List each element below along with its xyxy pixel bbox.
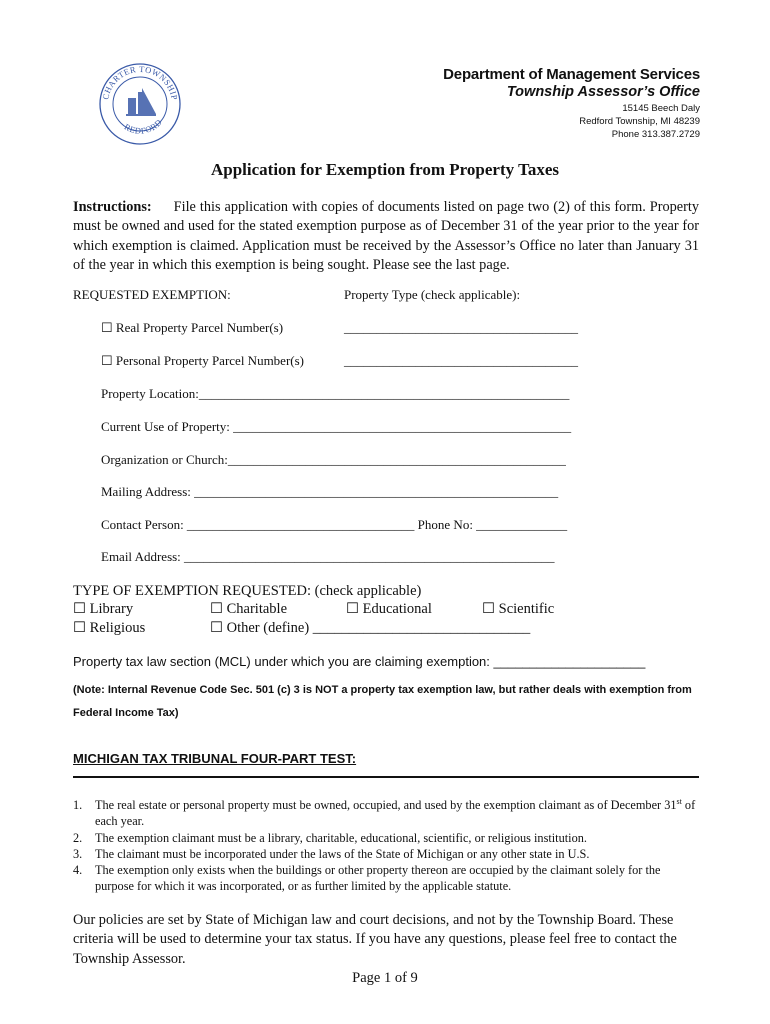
list-number: 3.: [73, 846, 83, 861]
email-address-field[interactable]: Email Address: _________________________________________________________: [101, 549, 555, 564]
list-text: The exemption claimant must be a library, charitable, educational, scientific, or religious institution.: [95, 830, 587, 845]
page-number: Page 1 of 9: [352, 970, 418, 986]
list-item: [73, 830, 699, 846]
organization-field[interactable]: Organization or Church:____________________________________________________: [101, 452, 566, 467]
four-part-test-list: [73, 797, 699, 895]
personal-property-parcel-field[interactable]: ____________________________________: [344, 353, 578, 368]
property-type-label: Property Type (check applicable):: [344, 287, 521, 302]
checkbox-icon[interactable]: ☐: [482, 601, 495, 617]
list-text: The claimant must be incorporated under the laws of the State of Michigan or any other state in U.S.: [95, 846, 590, 861]
personal-property-option[interactable]: [101, 353, 304, 369]
contact-person-field[interactable]: Contact Person: ___________________________________ Phone No: ______________: [101, 517, 568, 532]
requested-exemption-label: REQUESTED EXEMPTION:: [73, 287, 231, 302]
four-part-test-heading: MICHIGAN TAX TRIBUNAL FOUR-PART TEST:: [73, 751, 357, 766]
option-other[interactable]: [210, 620, 530, 637]
address-city: Redford Township, MI 48239: [579, 116, 700, 127]
township-seal-logo: [78, 58, 198, 146]
checkbox-icon[interactable]: ☐: [73, 620, 86, 636]
department-name: Department of Management Services: [443, 66, 700, 83]
checkbox-icon[interactable]: ☐: [101, 320, 113, 335]
list-item: [73, 846, 699, 862]
irs-note: (Note: Internal Revenue Code Sec. 501 (c) 3 is NOT a property tax exemption law, but rather deals with exemption from Federal Income Tax): [73, 684, 692, 719]
policy-paragraph: Our policies are set by State of Michigan law and court decisions, and not by the Township Board. These criteria will be used to determine your tax status. If you have any questions, please feel free to contact the Township Assessor.: [73, 912, 677, 967]
mailing-address-field[interactable]: Mailing Address: ________________________________________________________: [101, 484, 559, 499]
option-library[interactable]: [73, 601, 133, 618]
option-label: Library: [89, 601, 134, 617]
instructions-paragraph: [73, 198, 699, 275]
personal-property-label: Personal Property Parcel Number(s): [115, 353, 304, 368]
office-phone: Phone 313.387.2729: [611, 129, 700, 140]
mcl-label: Property tax law section (MCL) under which you are claiming exemption:: [73, 654, 494, 669]
option-label: Other (define) ______________________________: [226, 620, 531, 636]
office-address: [443, 102, 700, 141]
option-label: Scientific: [498, 601, 555, 617]
seal-ring-text-bottom: REDFORD: [122, 116, 165, 136]
instructions-text: File this application with copies of documents listed on page two (2) of this form. Property must be owned and used for the stated exemption purpose as of December 31 of the year prior to the year for which exemption is claimed. Application must be received by the Assessor’s Office no later than January 31 of the year in which this exemption is being sought. Please see the last page.: [73, 199, 699, 273]
real-property-parcel-field[interactable]: ____________________________________: [344, 320, 578, 335]
mcl-answer-field[interactable]: _____________________: [493, 654, 646, 669]
option-label: Educational: [362, 601, 432, 617]
address-street: 15145 Beech Daly: [622, 103, 700, 114]
checkbox-icon[interactable]: ☐: [346, 601, 359, 617]
option-religious[interactable]: [73, 620, 145, 637]
list-text: of each year.: [95, 798, 696, 829]
divider: [73, 776, 699, 778]
real-property-label: Real Property Parcel Number(s): [115, 320, 284, 335]
checkbox-icon[interactable]: ☐: [101, 353, 113, 368]
checkbox-icon[interactable]: ☐: [210, 601, 223, 617]
ordinal-suffix: st: [676, 796, 682, 806]
form-title: Application for Exemption from Property Taxes: [210, 160, 560, 179]
exemption-type-heading: TYPE OF EXEMPTION REQUESTED: (check applicable): [73, 583, 422, 599]
option-charitable[interactable]: [210, 601, 287, 618]
list-text: The exemption only exists when the buildings or other property thereon are occupied by the claimant solely for the purpose for which it was incorporated, or as further limited by the applicable statute.: [95, 863, 661, 894]
real-property-option[interactable]: [101, 320, 283, 336]
list-number: 2.: [73, 830, 83, 845]
office-name: Township Assessor’s Office: [506, 84, 700, 100]
mcl-question: [73, 654, 645, 669]
office-header: [443, 66, 700, 141]
checkbox-icon[interactable]: ☐: [210, 620, 223, 636]
instructions-label: Instructions:: [73, 199, 152, 215]
property-location-field[interactable]: Property Location:_________________________________________________________: [101, 386, 570, 401]
option-label: Religious: [89, 620, 146, 636]
list-number: 4.: [73, 863, 83, 878]
option-scientific[interactable]: [482, 601, 554, 618]
list-item: [73, 797, 699, 830]
list-item: [73, 862, 699, 895]
checkbox-icon[interactable]: ☐: [73, 601, 86, 617]
option-educational[interactable]: [346, 601, 432, 618]
list-text: The real estate or personal property must be owned, occupied, and used by the exemption claimant as of December 31: [95, 798, 677, 812]
seal-ring-text-top: CHARTER TOWNSHIP: [100, 63, 180, 101]
current-use-field[interactable]: Current Use of Property: ____________________________________________________: [101, 419, 572, 434]
list-number: 1.: [73, 798, 83, 812]
option-label: Charitable: [226, 601, 288, 617]
